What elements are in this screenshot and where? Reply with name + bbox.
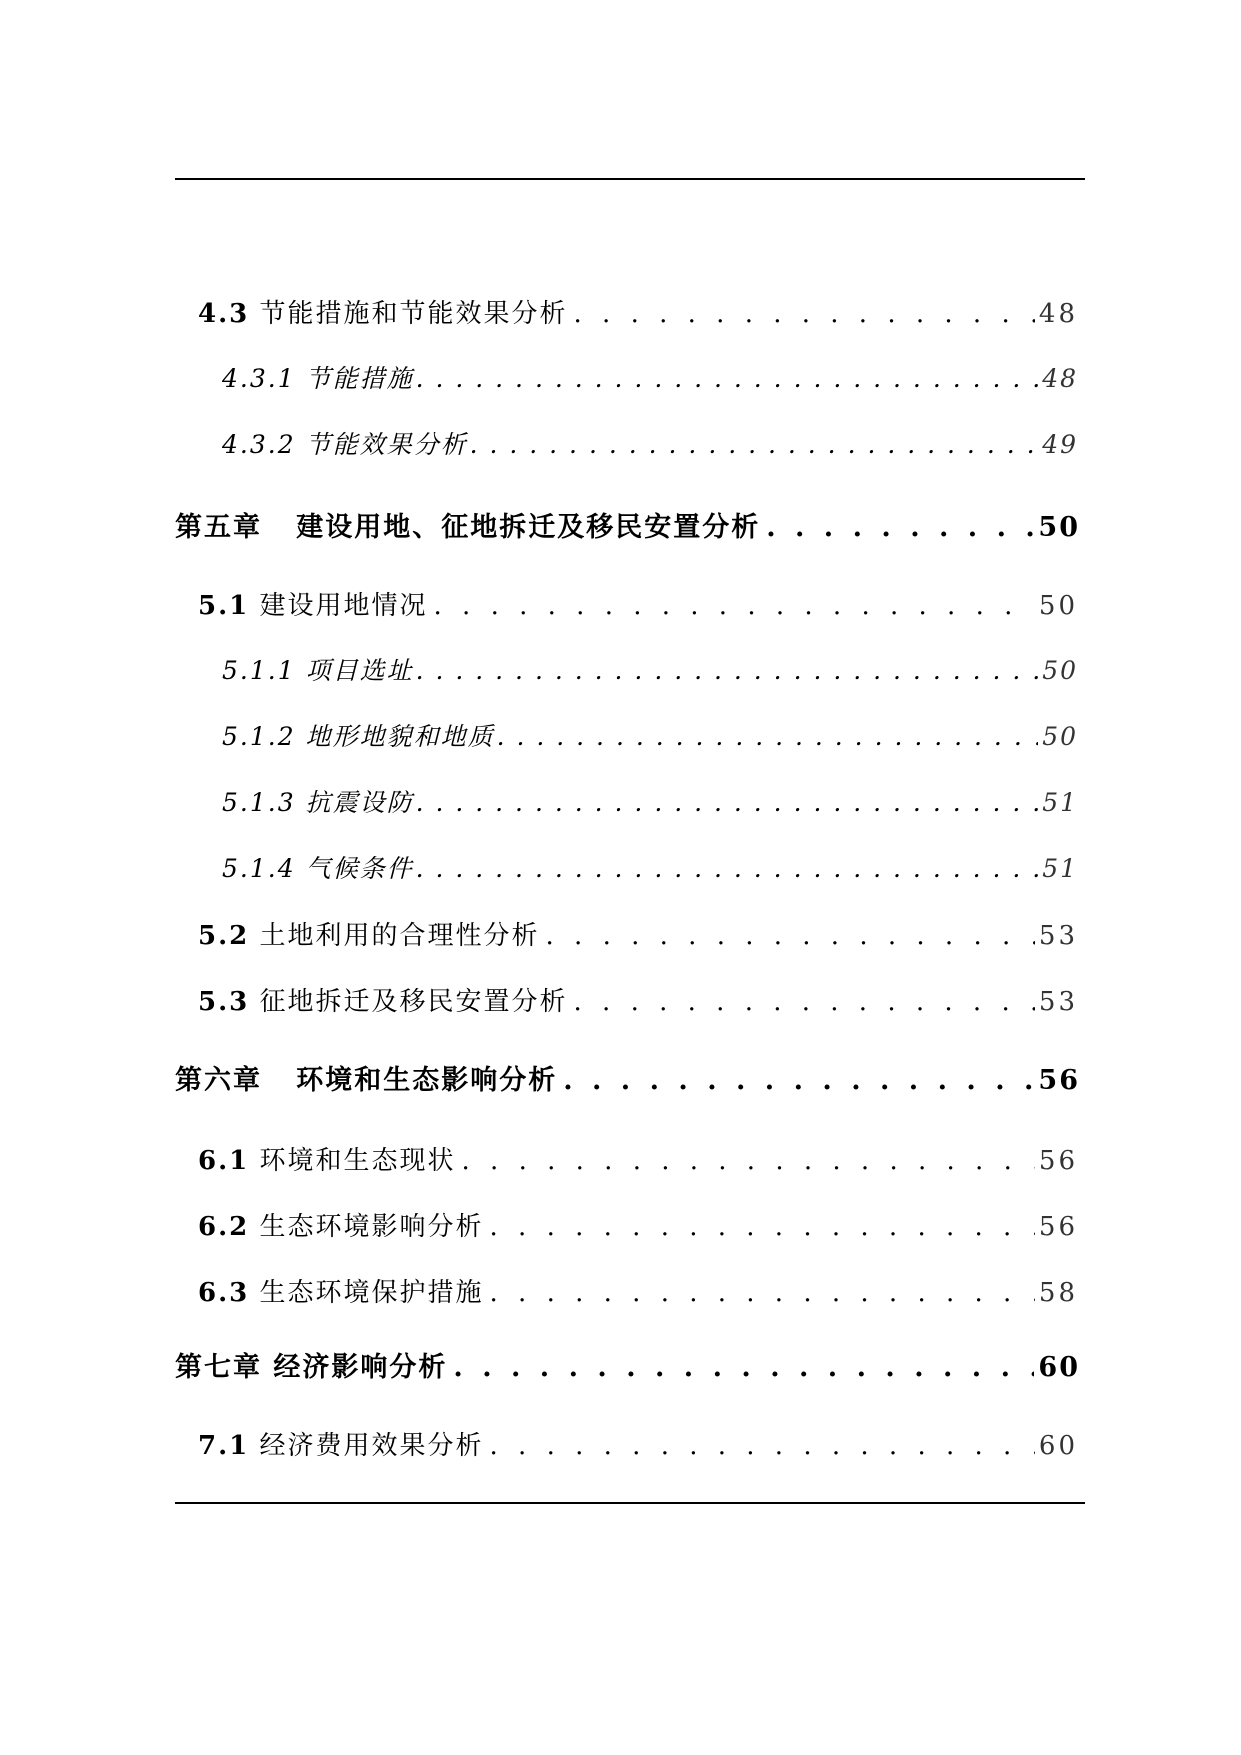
toc-page-number: 56 [1038, 1212, 1078, 1242]
dot-leader [490, 1278, 1035, 1308]
toc-page-number: 48 [1042, 364, 1078, 393]
footer-rule [175, 1502, 1085, 1504]
toc-entry-title: 第五章 建设用地、征地拆迁及移民安置分析 [175, 512, 761, 543]
toc-entry-5-2[interactable] [198, 915, 1078, 952]
toc-chapter-6[interactable] [175, 1058, 1080, 1097]
dot-leader [574, 987, 1035, 1017]
toc-entry-title: 6.2 生态环境影响分析 [198, 1212, 484, 1242]
toc-page-number: 60 [1038, 1431, 1078, 1461]
toc-page-number: 53 [1038, 987, 1078, 1017]
toc-entry-title: 5.2 土地利用的合理性分析 [198, 921, 540, 951]
dot-leader [563, 1065, 1034, 1096]
dot-leader [416, 854, 1039, 883]
dot-leader [766, 512, 1034, 543]
dot-leader [470, 430, 1039, 459]
toc-page-number: 58 [1038, 1278, 1078, 1308]
toc-entry-5-3[interactable] [198, 981, 1078, 1018]
toc-entry-5-1[interactable] [198, 585, 1078, 622]
toc-entry-title: 5.1.1 项目选址 [222, 656, 414, 685]
toc-entry-title: 第七章 经济影响分析 [175, 1352, 448, 1383]
toc-entry-6-1[interactable] [198, 1140, 1078, 1177]
toc-entry-5-1-2[interactable] [222, 717, 1078, 753]
toc-entry-title: 7.1 经济费用效果分析 [198, 1431, 484, 1461]
dot-leader [546, 921, 1035, 951]
toc-page-number: 50 [1042, 656, 1078, 685]
toc-page-number: 53 [1038, 921, 1078, 951]
dot-leader [434, 591, 1035, 621]
toc-entry-4-3-1[interactable] [222, 359, 1078, 395]
toc-entry-title: 4.3.2 节能效果分析 [222, 430, 468, 459]
toc-page-number: 50 [1038, 512, 1080, 543]
toc-entry-5-1-1[interactable] [222, 651, 1078, 687]
toc-entry-4-3-2[interactable] [222, 425, 1078, 461]
toc-entry-5-1-4[interactable] [222, 849, 1078, 885]
toc-entry-6-3[interactable] [198, 1272, 1078, 1309]
toc-page-number: 51 [1042, 854, 1078, 883]
dot-leader [416, 656, 1039, 685]
toc-chapter-5[interactable] [175, 505, 1080, 544]
toc-page-number: 50 [1042, 722, 1078, 751]
dot-leader [497, 722, 1039, 751]
toc-entry-7-1[interactable] [198, 1425, 1078, 1462]
dot-leader [416, 364, 1039, 393]
toc-entry-title: 4.3 节能措施和节能效果分析 [198, 299, 568, 329]
toc-page-number: 50 [1038, 591, 1078, 621]
toc-page-number: 48 [1038, 299, 1078, 329]
toc-entry-title: 5.3 征地拆迁及移民安置分析 [198, 987, 568, 1017]
dot-leader [490, 1431, 1035, 1461]
toc-entry-title: 5.1.4 气候条件 [222, 854, 414, 883]
toc-page-number: 56 [1038, 1065, 1080, 1096]
toc-chapter-7[interactable] [175, 1345, 1080, 1384]
toc-page-number: 60 [1038, 1352, 1080, 1383]
dot-leader [416, 788, 1039, 817]
dot-leader [490, 1212, 1035, 1242]
dot-leader [462, 1146, 1035, 1176]
toc-page-number: 51 [1042, 788, 1078, 817]
toc-entry-title: 第六章 环境和生态影响分析 [175, 1065, 558, 1096]
dot-leader [574, 299, 1035, 329]
toc-entry-title: 6.1 环境和生态现状 [198, 1146, 456, 1176]
dot-leader [453, 1352, 1034, 1383]
toc-entry-title: 5.1.3 抗震设防 [222, 788, 414, 817]
toc-entry-6-2[interactable] [198, 1206, 1078, 1243]
toc-entry-title: 5.1 建设用地情况 [198, 591, 428, 621]
toc-entry-title: 4.3.1 节能措施 [222, 364, 414, 393]
toc-entry-4-3[interactable] [198, 293, 1078, 330]
toc-entry-title: 5.1.2 地形地貌和地质 [222, 722, 495, 751]
toc-page-number: 56 [1038, 1146, 1078, 1176]
toc-entry-5-1-3[interactable] [222, 783, 1078, 819]
toc-page-number: 49 [1042, 430, 1078, 459]
toc-entry-title: 6.3 生态环境保护措施 [198, 1278, 484, 1308]
